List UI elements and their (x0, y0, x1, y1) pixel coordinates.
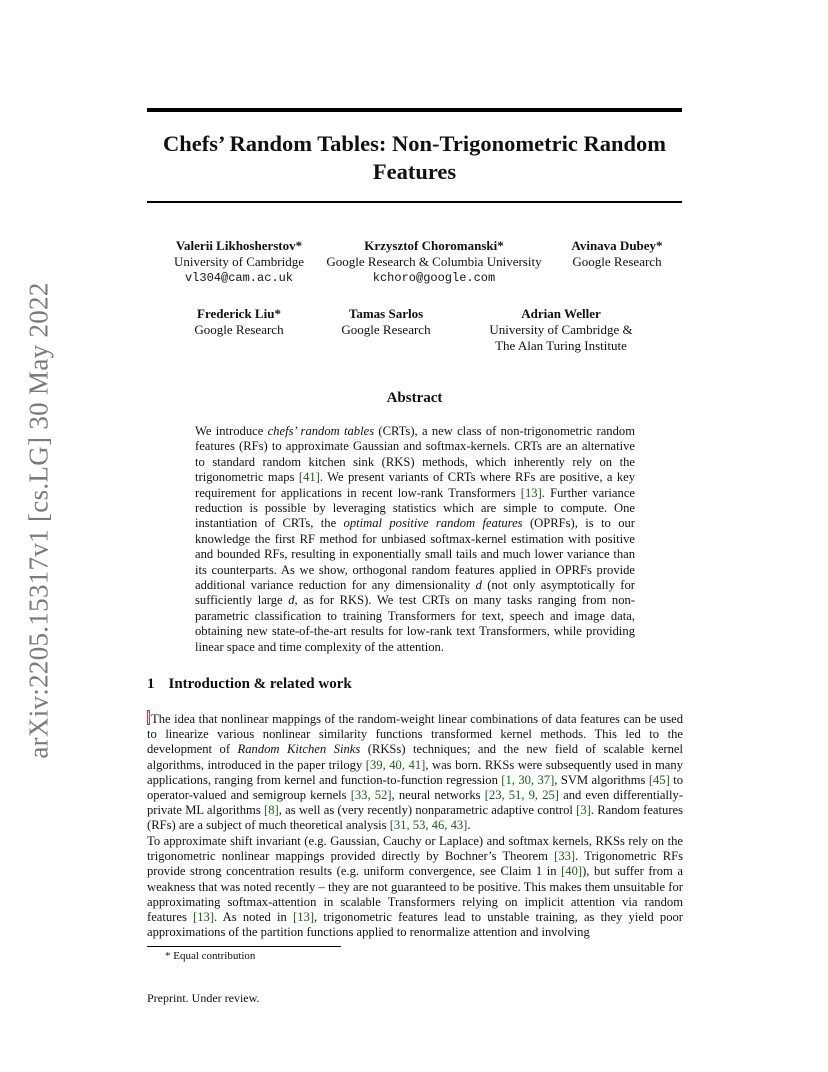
citation-link[interactable]: [13] (293, 910, 315, 925)
author-email[interactable]: kchoro@google.com (372, 271, 496, 285)
citation-link[interactable]: [33, 52] (350, 788, 392, 803)
citation-link[interactable]: [13] (520, 485, 542, 500)
citation-link[interactable]: [8] (264, 803, 279, 818)
citation-link[interactable]: [40] (561, 864, 583, 879)
intro-paragraph-2: To approximate shift invariant (e.g. Gaussian, Cauchy or Laplace) and softmax kernels, RKSs rely on the trigonometric nonlinear mappings provided directly by Bochner’s Theorem [33]. Trigonometric RFs provide strong concentration results (e.g. uniform convergence, see Claim 1 in [40]), but suffer from a weakness that was noted recently – they are not guaranteed to be positive. This makes them unsuitable for approximating softmax-attention in scalable Transformers relying on implicit attention via random features [13]. As noted in [13], trigonometric features lead to unstable training, as they yield poor approximations of the partition functions applied to renormalize attention and involving (147, 834, 683, 940)
title-bottom-rule (147, 201, 682, 203)
citation-link[interactable]: [13] (193, 910, 215, 925)
text-cursor (147, 710, 150, 725)
author-block: Avinava Dubey* Google Research (571, 238, 663, 269)
citation-link[interactable]: [3] (576, 803, 591, 818)
author-block: Krzysztof Choromanski* Google Research & Columbia University kchoro@google.com (318, 238, 550, 286)
author-email[interactable]: vl304@cam.ac.uk (184, 271, 294, 285)
author-block: Adrian Weller University of Cambridge & The Alan Turing Institute (489, 306, 633, 353)
footnote-rule (147, 946, 341, 947)
abstract-heading: Abstract (386, 390, 443, 406)
citation-link[interactable]: [23, 51, 9, 25] (484, 788, 559, 803)
citation-link[interactable]: [1, 30, 37] (501, 772, 555, 787)
author-block: Tamas Sarlos Google Research (341, 306, 431, 337)
intro-paragraph-1: The idea that nonlinear mappings of the random-weight linear combinations of data features can be used to linearize various nonlinear similarity functions transformed kernel methods. This led to the development of Random Kitchen Sinks (RKSs) techniques; and the new field of scalable kernel algorithms, introduced in the paper trilogy [39, 40, 41], was born. RKSs were subsequently used in many applications, ranging from kernel and function-to-function regression [1, 30, 37], SVM algorithms [45] to operator-valued and semigroup kernels [33, 52], neural networks [23, 51, 9, 25] and even differentially-private ML algorithms [8], as well as (very recently) nonparametric adaptive control [3]. Random features (RFs) are a subject of much theoretical analysis [31, 53, 46, 43]. (147, 712, 684, 833)
citation-link[interactable]: [39, 40, 41] (365, 757, 426, 772)
citation-link[interactable]: [41] (298, 470, 320, 485)
citation-link[interactable]: [33] (554, 849, 576, 864)
author-block: Valerii Likhosherstov* University of Cambridge vl304@cam.ac.uk (150, 238, 328, 286)
author-block: Frederick Liu* Google Research (194, 306, 284, 337)
citation-link[interactable]: [31, 53, 46, 43] (389, 818, 468, 833)
abstract-text: We introduce chefs’ random tables (CRTs), a new class of non-trigonometric random features (RFs) to approximate Gaussian and softmax-kernels. CRTs are an alternative to standard random kitchen sink (RKS) methods, which inherently rely on the trigonometric maps [41]. We present variants of CRTs where RFs are positive, a key requirement for applications in recent low-rank Transformers [13]. Further variance reduction is possible by leveraging statistics which are simple to compute. One instantiation of CRTs, the optimal positive random features (OPRFs), is to our knowledge the first RF method for unbiased softmax-kernel estimation with positive and bounded RFs, resulting in exponentially small tails and much lower variance than its counterparts. As we show, orthogonal random features applied in OPRFs provide additional variance reduction for any dimensionality d (not only asymptotically for sufficiently large d, as for RKS). We test CRTs on many tasks ranging from non-parametric classification to training Transformers for text, speech and image data, obtaining new state-of-the-art results for low-rank text Transformers, while providing linear space and time complexity of the attention. (195, 424, 635, 654)
arxiv-identifier: arXiv:2205.15317v1 [cs.LG] 30 May 2022 (23, 281, 54, 759)
citation-link[interactable]: [45] (648, 772, 670, 787)
title-top-rule (147, 108, 682, 112)
preprint-note: Preprint. Under review. (147, 991, 260, 1005)
paper-title: Chefs’ Random Tables: Non-Trigonometric Random Features (163, 131, 666, 184)
footnote: * Equal contribution (165, 950, 256, 962)
section-heading: 1 Introduction & related work (147, 676, 352, 692)
